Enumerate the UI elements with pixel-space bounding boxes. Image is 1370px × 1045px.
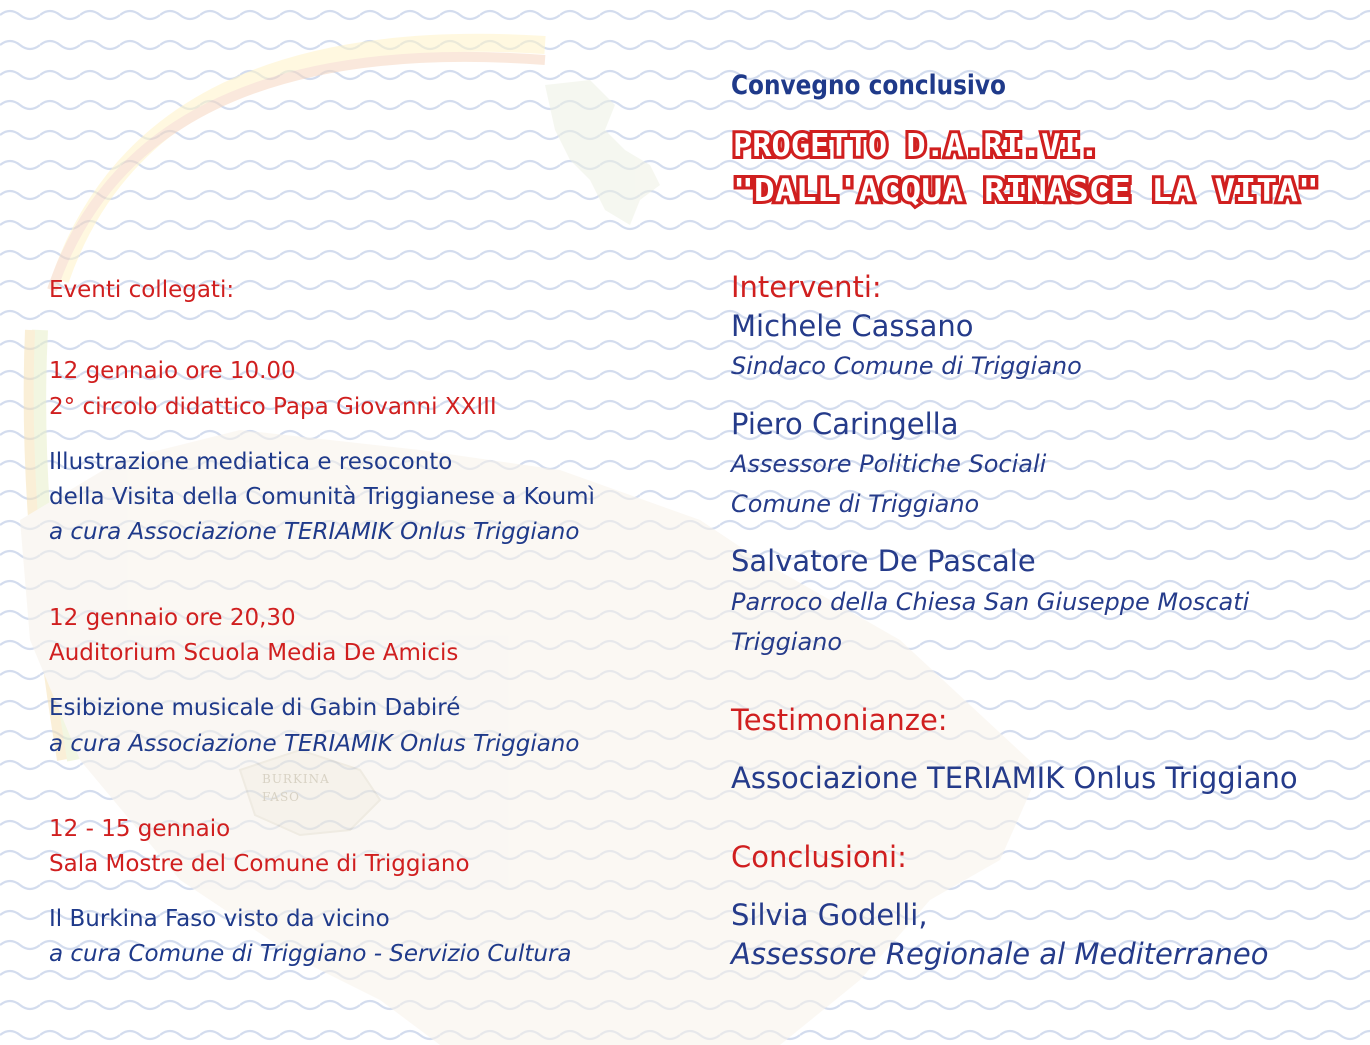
event-2-place: Auditorium Scuola Media De Amicis: [49, 640, 459, 666]
event-1-date: 12 gennaio ore 10.00: [49, 358, 296, 384]
testimonianze-heading: Testimonianze:: [731, 703, 948, 737]
speaker-1-name: Michele Cassano: [731, 309, 974, 343]
event-3-credit: a cura Comune di Triggiano - Servizio Cultura: [49, 941, 572, 967]
conclusioni-heading: Conclusioni:: [731, 840, 907, 874]
testimonianze-text: Associazione TERIAMIK Onlus Triggiano: [731, 761, 1298, 795]
speaker-2-role-line1: Assessore Politiche Sociali: [731, 450, 1047, 478]
map-country-label-line1: BURKINA: [262, 772, 330, 786]
conclusioni-role: Assessore Regionale al Mediterraneo: [731, 937, 1269, 971]
speaker-3-role-line1: Parroco della Chiesa San Giuseppe Moscati: [731, 588, 1250, 616]
project-title-line2-text: "DALL'ACQUA RINASCE LA VITA": [733, 173, 1319, 209]
event-1-desc-line1: Illustrazione mediatica e resoconto: [49, 449, 453, 475]
speaker-1-role-line1: Sindaco Comune di Triggiano: [731, 352, 1082, 380]
project-title-line1: [731, 125, 1111, 169]
event-3-desc-line1: Il Burkina Faso visto da vicino: [49, 906, 390, 932]
event-1-credit: a cura Associazione TERIAMIK Onlus Triggiano: [49, 519, 580, 545]
project-title-line1-art: [731, 125, 1111, 165]
interventi-heading: Interventi:: [731, 270, 882, 304]
speaker-3-name: Salvatore De Pascale: [731, 544, 1036, 578]
map-country-label-line2: FASO: [262, 790, 301, 804]
project-title-line1-text: PROGETTO D.A.RI.VI.: [733, 128, 1099, 164]
project-title-line2: [731, 170, 1331, 214]
speaker-2-role-line2: Comune di Triggiano: [731, 490, 980, 518]
event-2-date: 12 gennaio ore 20,30: [49, 605, 296, 631]
event-2-desc-line1: Esibizione musicale di Gabin Dabiré: [49, 695, 461, 721]
event-3-date: 12 - 15 gennaio: [49, 816, 231, 842]
speaker-2-name: Piero Caringella: [731, 407, 959, 441]
event-1-place: 2° circolo didattico Papa Giovanni XXIII: [49, 394, 497, 420]
conclusioni-name: Silvia Godelli,: [731, 898, 928, 932]
events-heading: Eventi collegati:: [49, 277, 235, 303]
event-2-credit: a cura Associazione TERIAMIK Onlus Triggiano: [49, 731, 580, 757]
project-title-line2-art: [731, 170, 1331, 210]
event-3-place: Sala Mostre del Comune di Triggiano: [49, 851, 470, 877]
convegno-title: Convegno conclusivo: [731, 70, 1006, 101]
event-1-desc-line2: della Visita della Comunità Triggianese a Koumì: [49, 484, 595, 510]
speaker-3-role-line2: Triggiano: [731, 628, 843, 656]
